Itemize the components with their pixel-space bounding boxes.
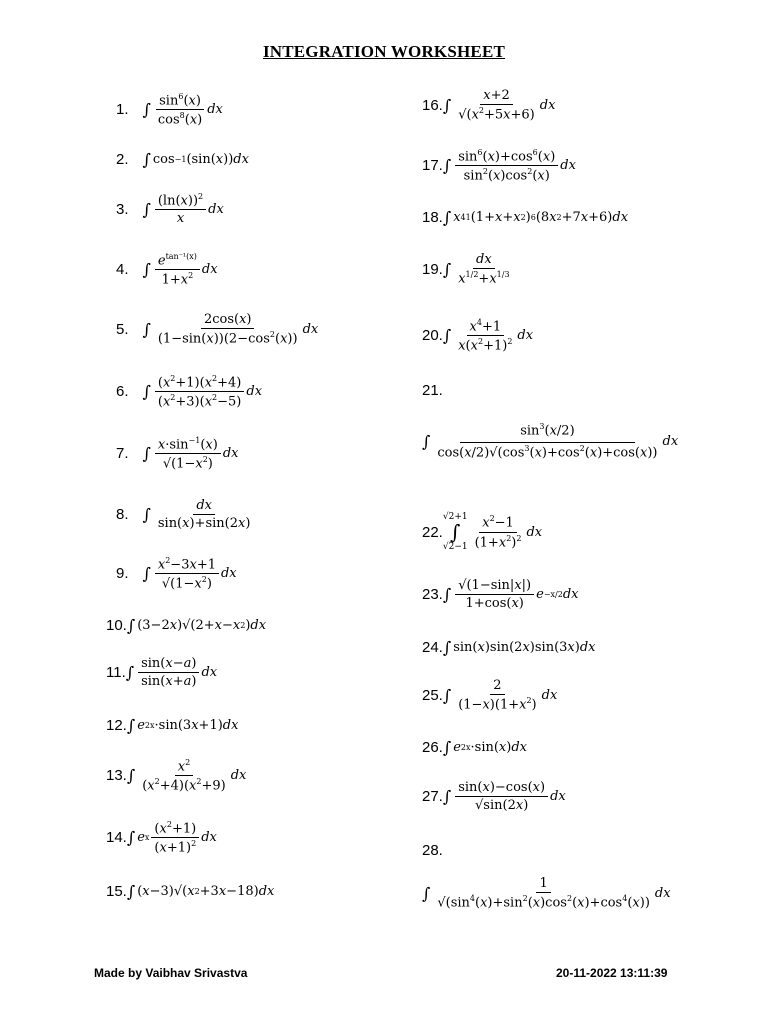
problem-number: 18. xyxy=(422,209,443,226)
problem-expression: ∫ e 2x ·sin( x ) dx xyxy=(442,738,527,757)
problem-number: 26. xyxy=(422,739,443,756)
problem-21-number xyxy=(422,382,443,399)
problem-number: 3. xyxy=(116,200,129,218)
problem-expression: ∫ $\frac{x^4+1}{x(x^2+1)^2}$ dx xyxy=(442,318,534,354)
problem-17 xyxy=(422,148,576,184)
problem-28-number xyxy=(422,842,443,859)
problem-16 xyxy=(422,88,555,122)
problem-7 xyxy=(116,436,239,472)
problem-number: 20. xyxy=(422,327,443,345)
problem-27 xyxy=(422,780,566,813)
problem-12 xyxy=(106,716,238,735)
problem-expression: ∫ x 41 (1+ x + x 2 ) 6 (8 x 2 +7 x +6) dx xyxy=(442,208,629,227)
problem-expression: ∫ e 2x ·sin(3 x +1) dx xyxy=(126,716,239,735)
problem-expression: ∫ $\frac{2}{(1-x)(1+x^2)}$ dx xyxy=(442,678,558,713)
problem-4 xyxy=(116,252,218,288)
problem-number: 21. xyxy=(422,382,443,399)
problem-expression: ∫ ( x −3)√( x 2 +3 x −18) dx xyxy=(126,882,275,901)
problem-2 xyxy=(116,150,249,169)
problem-10 xyxy=(106,616,266,635)
problem-expression: ∫ $\frac{\sin^6(x)+\cos^6(x)}{\sin^2(x)\cos^2(x)}$ dx xyxy=(442,148,576,184)
problem-expression: ∫ $\frac{(x^2+1)(x^2+4)}{(x^2+3)(x^2-5)}$ dx xyxy=(142,374,263,410)
problem-expression: ∫ $\frac{1}{√(\sin^4(x)+\sin^2(x)\cos^2(x)+\cos^4(x))}$ dx xyxy=(422,876,671,911)
problem-number: 15. xyxy=(106,883,127,900)
problem-number: 2. xyxy=(116,151,129,168)
problem-21 xyxy=(422,422,678,461)
problem-26 xyxy=(422,738,527,757)
problem-expression: ∫ $\frac{\sin(x-a)}{\sin(x+a)}$ dx xyxy=(125,656,218,689)
problem-expression: ∫ cos −1 (sin( x )) dx xyxy=(142,150,249,169)
problem-number: 23. xyxy=(422,586,443,603)
problem-number: 17. xyxy=(422,157,443,175)
problem-number: 9. xyxy=(116,565,129,583)
problem-expression: ∫ $\frac{dx}{x^{1/2}+x^{1/3}}$ xyxy=(442,252,510,287)
problem-14 xyxy=(106,820,217,856)
problem-number: 8. xyxy=(116,506,129,523)
problem-expression: ∫ $\frac{x+2}{√(x^2+5x+6)}$ dx xyxy=(442,88,556,123)
problem-expression: ∫ $\frac{\sin^6(x)}{\cos^8(x)}$ dx xyxy=(142,92,223,128)
timestamp: 20-11-2022 13:11:39 xyxy=(556,966,668,980)
problem-number: 6. xyxy=(116,383,129,401)
problem-expression: ∫ $\frac{dx}{\sin(x)+\sin(2x)}$ xyxy=(142,498,251,531)
problem-22 xyxy=(422,512,542,552)
problem-number: 12. xyxy=(106,717,127,734)
problem-expression: ∫ $\frac{e^{tan^{-1}(x)}}{1+x^2}$ dx xyxy=(142,252,218,288)
problem-expression: ∫ $\frac{(\ln(x))^2}{x}$ dx xyxy=(142,192,224,227)
problem-25 xyxy=(422,678,557,712)
problem-number: 25. xyxy=(422,686,443,704)
problem-expression: ∫ $\frac{2\cos(x)}{(1-\sin(x))(2-\cos^2(x))}$ dx xyxy=(142,312,319,347)
problem-expression: √2+1 ∫ √2−1 $\frac{x^2-1}{(1+x^2)^2}$ dx xyxy=(442,512,543,552)
problem-number: 7. xyxy=(116,445,129,463)
problem-number: 11. xyxy=(106,664,126,681)
problem-8 xyxy=(116,498,255,531)
problem-number: 13. xyxy=(106,767,127,785)
problem-number: 10. xyxy=(106,617,127,634)
problem-15 xyxy=(106,882,274,901)
problem-expression: ∫ sin( x )sin(2 x )sin(3 x ) dx xyxy=(442,638,596,657)
problem-number: 24. xyxy=(422,639,443,656)
problem-23 xyxy=(422,578,578,611)
problem-expression: ∫ $\frac{x^2-3x+1}{√(1-x^2)}$ dx xyxy=(142,556,237,592)
author-credit: Made by Vaibhav Srivastva xyxy=(94,966,248,980)
problem-number: 27. xyxy=(422,788,443,805)
problem-9 xyxy=(116,556,237,592)
problem-6 xyxy=(116,374,262,410)
problem-expression: ∫ $\frac{x\cdot\sin^{-1}(x)}{√(1-x^2)}$ dx xyxy=(142,436,239,472)
problem-expression: ∫ (3−2 x )√(2+ x − x 2 ) dx xyxy=(126,616,267,635)
problem-number: 16. xyxy=(422,96,443,114)
problem-24 xyxy=(422,638,596,657)
problem-13 xyxy=(106,758,246,794)
problem-28 xyxy=(422,876,671,910)
problem-11 xyxy=(106,656,217,689)
problem-expression: ∫ $\frac{\sin^3(x/2)}{\cos(x/2)√(\cos^3(x)+\cos^2(x)+\cos(x))}$ dx xyxy=(422,422,679,461)
problem-1 xyxy=(116,92,223,128)
problem-number: 1. xyxy=(116,101,129,119)
problem-3 xyxy=(116,192,224,226)
problem-20 xyxy=(422,318,533,354)
problem-expression: ∫ $\frac{x^2}{(x^2+4)(x^2+9)}$ dx xyxy=(126,758,247,794)
problem-number: 28. xyxy=(422,842,443,859)
problem-19 xyxy=(422,252,515,286)
worksheet-title: INTEGRATION WORKSHEET xyxy=(262,42,506,61)
problem-expression: ∫ $\frac{\sin(x)-\cos(x)}{√\sin(2x)}$ dx xyxy=(442,780,566,813)
problem-number: 22. xyxy=(422,523,443,541)
problem-number: 5. xyxy=(116,320,129,338)
problem-expression: ∫ $\frac{√(1-\sin|x|)}{1+\cos(x)}$ e −x/2 dx xyxy=(442,578,579,611)
problem-number: 14. xyxy=(106,829,127,847)
problem-expression: ∫ e x $\frac{(x^2+1)}{(x+1)^2}$ dx xyxy=(126,820,217,856)
problem-number: 4. xyxy=(116,261,129,279)
problem-number: 19. xyxy=(422,260,443,278)
problem-5 xyxy=(116,312,318,346)
problem-18 xyxy=(422,208,628,227)
